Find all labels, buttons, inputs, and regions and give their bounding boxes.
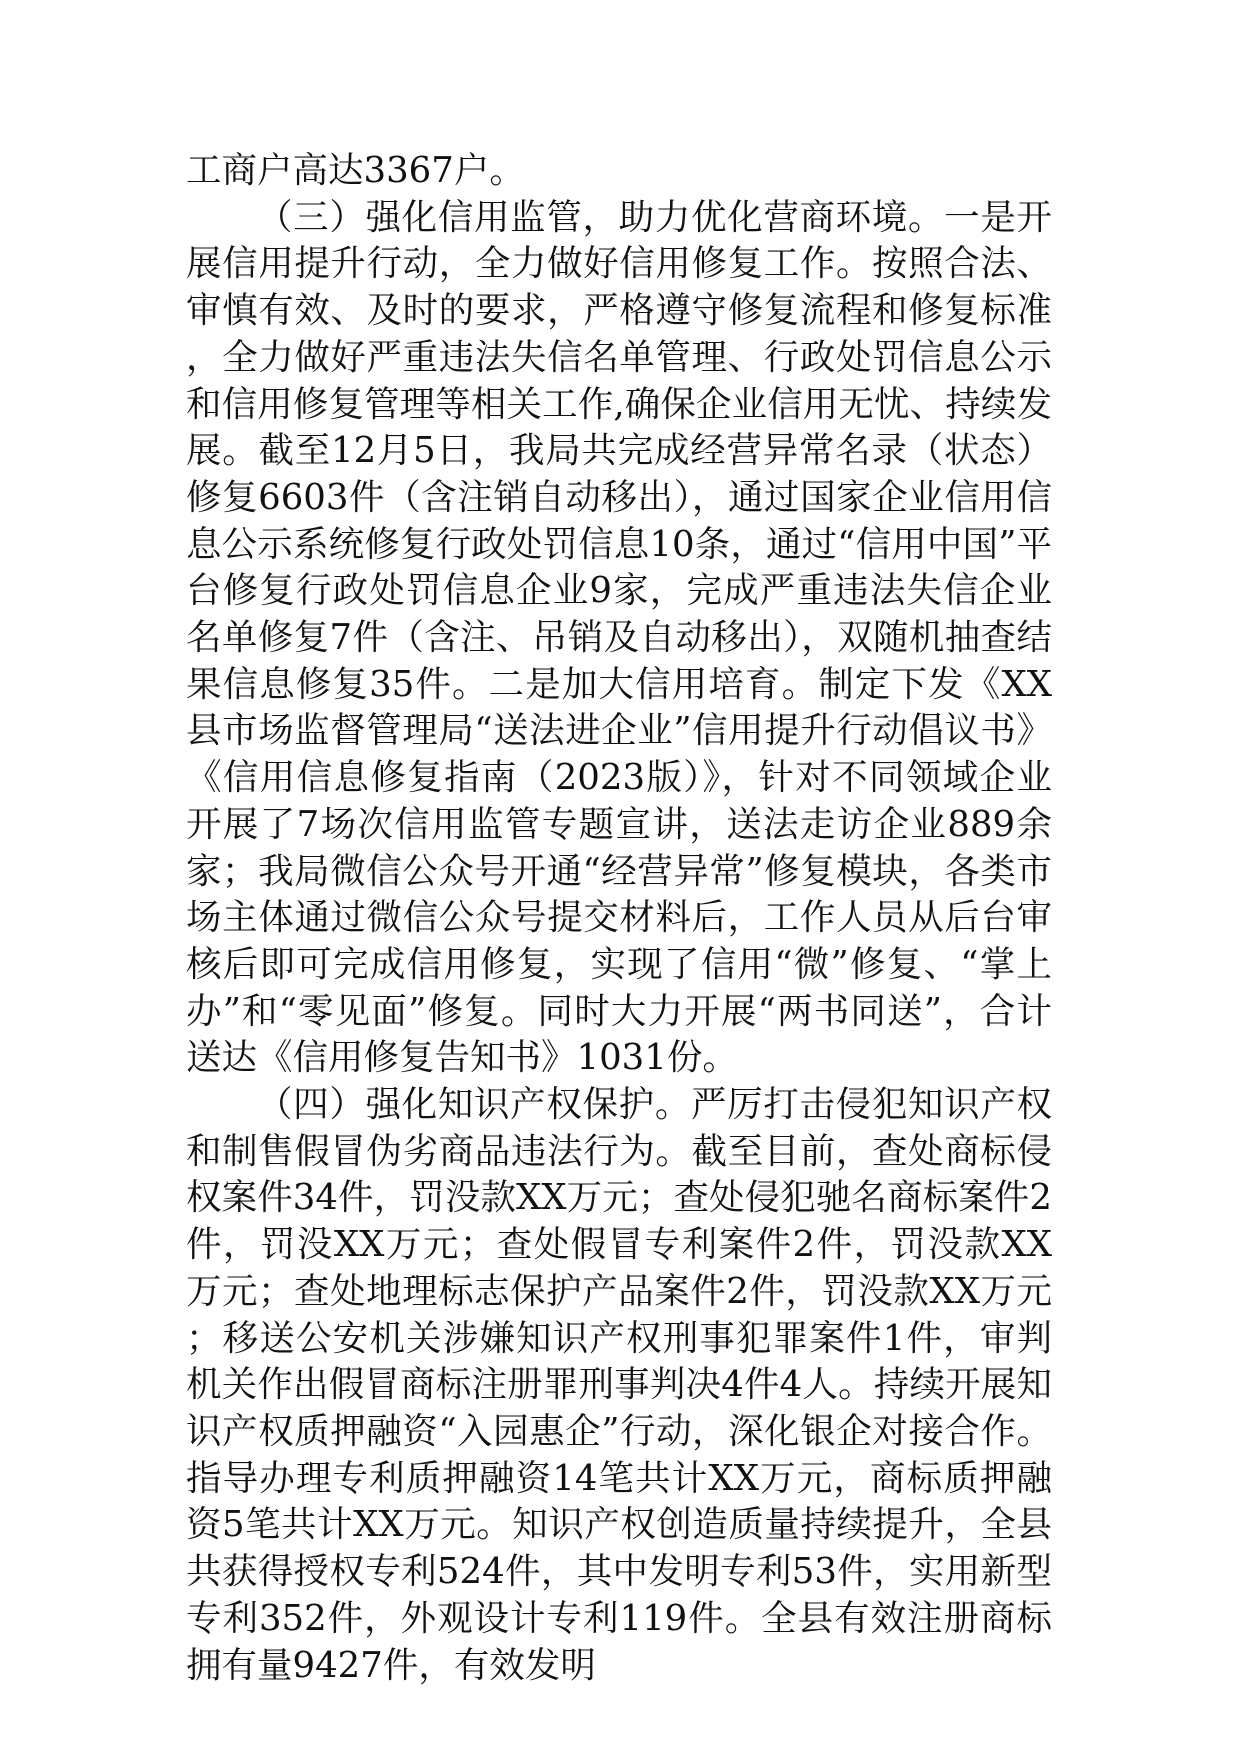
paragraph-ip-protection: （四）强化知识产权保护。严厉打击侵犯知识产权和制售假冒伪劣商品违法行为。截至目前，查处商标侵权案件34件，罚没款XX万元；查处侵犯驰名商标案件2件，罚没XX万元；查处假冒专利案件2件，罚没款XX万元；查处地理标志保护产品案件2件，罚没款XX万元；移送公安机关涉嫌知识产权刑事犯罪案件1件，审判机关作出假冒商标注册罪刑事判决4件4人。持续开展知识产权质押融资“入园惠企”行动，深化银企对接合作。指导办理专利质押融资14笔共计XX万元，商标质押融资5笔共计XX万元。知识产权创造质量持续提升，全县共获得授权专利524件，其中发明专利53件，实用新型专利352件，外观设计专利119件。全县有效注册商标拥有量9427件，有效发明 [186, 1084, 1052, 1686]
document-body [186, 148, 1052, 1689]
paragraph-continuation: 工商户高达3367户。 [186, 150, 525, 191]
paragraph-credit-supervision: （三）强化信用监管，助力优化营商环境。一是开展信用提升行动，全力做好信用修复工作。按照合法、审慎有效、及时的要求，严格遵守修复流程和修复标准，全力做好严重违法失信名单管理、行政处罚信息公示和信用修复管理等相关工作,确保企业信用无忧、持续发展。截至12月5日，我局共完成经营异常名录（状态）修复6603件（含注销自动移出），通过国家企业信用信息公示系统修复行政处罚信息10条，通过“信用中国”平台修复行政处罚信息企业9家，完成严重违法失信企业名单修复7件（含注、吊销及自动移出），双随机抽查结果信息修复35件。二是加大信用培育。制定下发《XX县市场监督管理局“送法进企业”信用提升行动倡议书》《信用信息修复指南（2023版）》，针对不同领域企业开展了7场次信用监管专题宣讲，送法走访企业889余家；我局微信公众号开通“经营异常”修复模块，各类市场主体通过微信公众号提交材料后，工作人员从后台审核后即可完成信用修复，实现了信用“微”修复、“掌上办”和“零见面”修复。同时大力开展“两书同送”，合计送达《信用修复告知书》1031份。 [186, 196, 1052, 1079]
